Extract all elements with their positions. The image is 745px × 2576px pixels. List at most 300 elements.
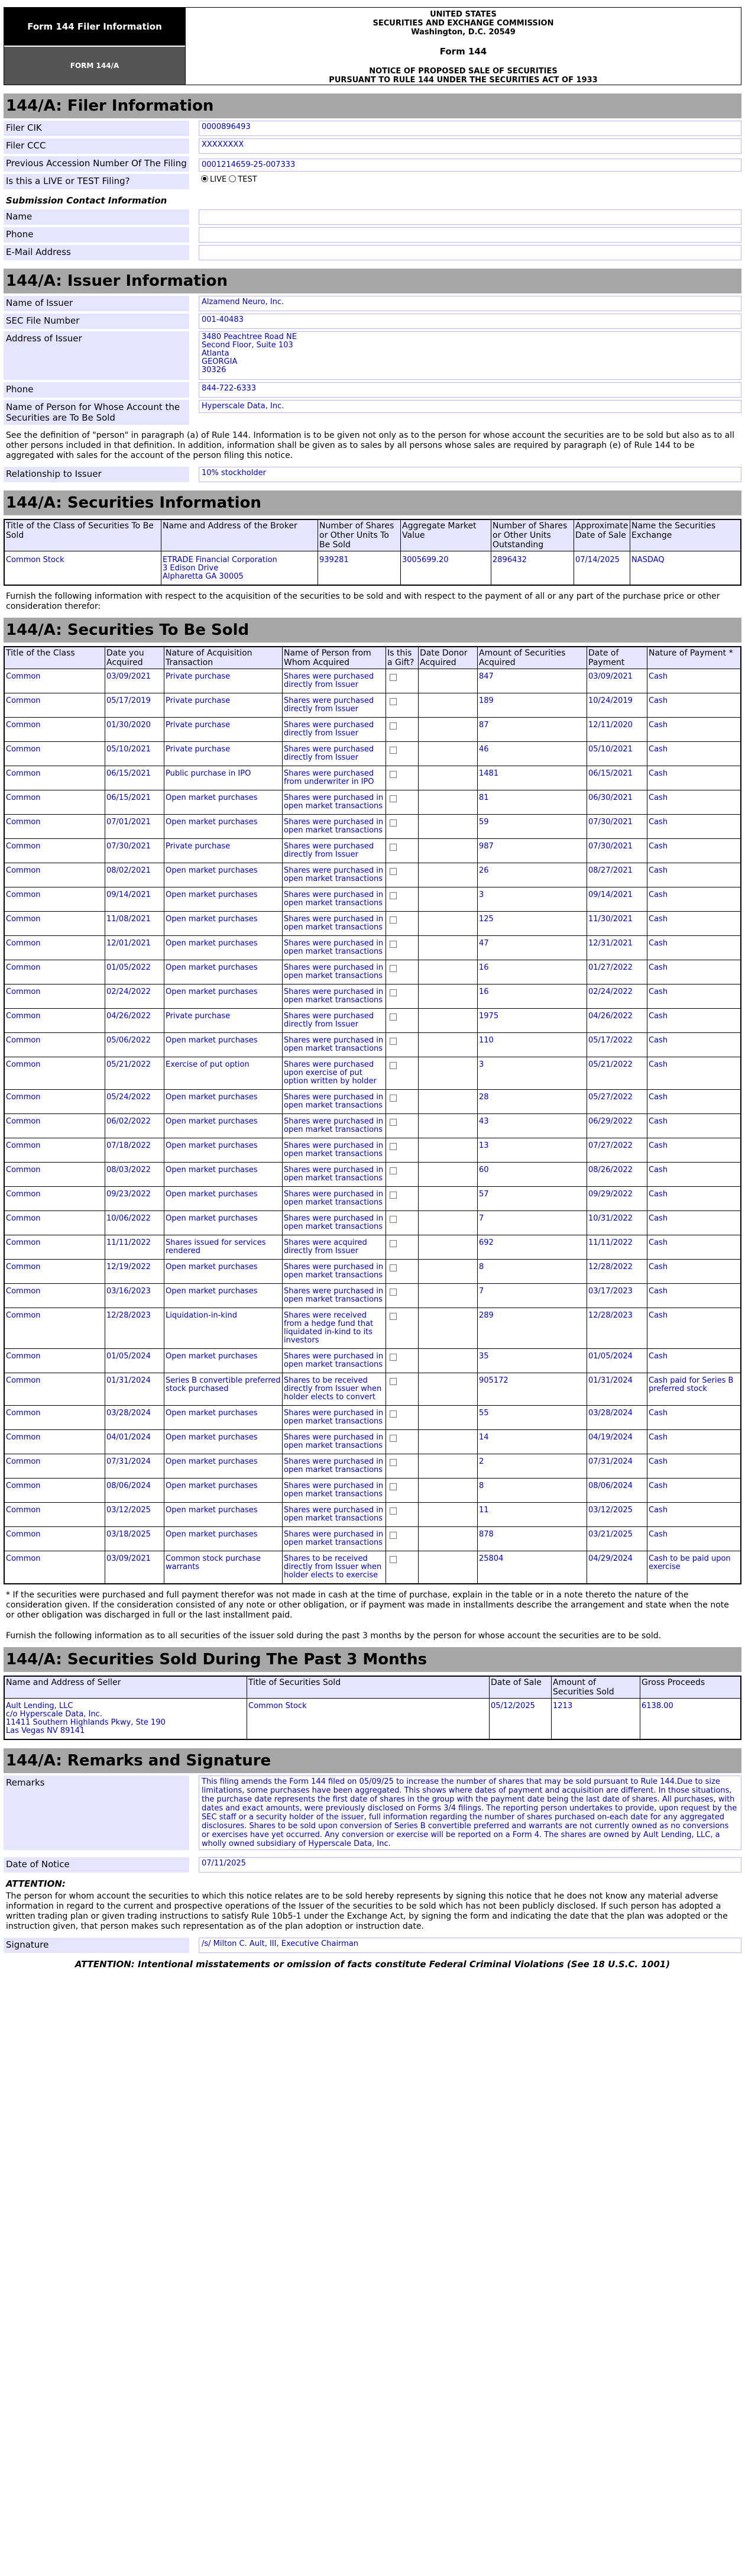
table-cell: Cash xyxy=(647,790,741,815)
gift-checkbox[interactable] xyxy=(390,1216,397,1223)
table-cell: 08/03/2022 xyxy=(105,1163,164,1187)
header-cell: Name the Securities Exchange xyxy=(630,519,741,551)
contact-phone-row xyxy=(4,227,741,243)
table-cell: Common xyxy=(4,1284,105,1308)
gift-cell xyxy=(386,1551,419,1584)
table-cell: 07/30/2021 xyxy=(105,839,164,863)
gift-checkbox[interactable] xyxy=(390,1167,397,1174)
signature-label: Signature xyxy=(4,1938,189,1953)
table-cell: Cash xyxy=(647,1260,741,1284)
table-cell: 289 xyxy=(478,1308,587,1349)
table-cell: 06/29/2022 xyxy=(587,1114,647,1138)
table-cell: Liquidation-in-kind xyxy=(164,1308,283,1349)
table-cell: 05/10/2021 xyxy=(587,742,647,766)
table-cell: 09/14/2021 xyxy=(587,887,647,912)
table-cell: 847 xyxy=(478,669,587,693)
table-cell: 11/11/2022 xyxy=(587,1235,647,1260)
table-cell: 03/16/2023 xyxy=(105,1284,164,1308)
table-cell: 11/11/2022 xyxy=(105,1235,164,1260)
table-row xyxy=(4,984,741,1009)
table-cell: 04/01/2024 xyxy=(105,1430,164,1454)
table-cell: 57 xyxy=(478,1187,587,1211)
person-label: Name of Person for Whose Account the Securities are To Be Sold xyxy=(4,400,189,425)
table-cell: Common xyxy=(4,1163,105,1187)
relationship-field[interactable]: 10% stockholder xyxy=(199,467,741,482)
table-cell: 25804 xyxy=(478,1551,587,1584)
issuer-phone-row xyxy=(4,382,741,398)
table-cell: 02/24/2022 xyxy=(587,984,647,1009)
table-cell: Shares were purchased in open market transactions xyxy=(283,960,386,984)
gift-cell xyxy=(386,887,419,912)
person-field[interactable]: Hyperscale Data, Inc. xyxy=(199,400,741,413)
remarks-label: Remarks xyxy=(4,1776,189,1850)
table-cell: Cash xyxy=(647,912,741,936)
gift-checkbox[interactable] xyxy=(390,1410,397,1418)
table-row xyxy=(4,1551,741,1584)
table-cell: Cash xyxy=(647,815,741,839)
table-cell: 05/21/2022 xyxy=(105,1057,164,1090)
table-row xyxy=(4,1349,741,1373)
donor-date-cell xyxy=(419,742,478,766)
table-row xyxy=(4,1503,741,1527)
gift-checkbox[interactable] xyxy=(390,1095,397,1102)
form-number: Form 144 xyxy=(439,46,487,57)
table-cell: 07/01/2021 xyxy=(105,815,164,839)
donor-date-cell xyxy=(419,1114,478,1138)
gift-cell xyxy=(386,1454,419,1479)
table-cell: Shares were purchased in open market transactions xyxy=(283,1406,386,1430)
gift-checkbox[interactable] xyxy=(390,941,397,948)
gift-checkbox[interactable] xyxy=(390,1192,397,1199)
gift-checkbox[interactable] xyxy=(390,1289,397,1296)
table-cell: Open market purchases xyxy=(164,912,283,936)
table-cell: Common Stock xyxy=(247,1699,490,1740)
table-cell: Common xyxy=(4,1260,105,1284)
gift-checkbox[interactable] xyxy=(390,771,397,778)
header-left xyxy=(4,8,186,85)
table-cell: Common xyxy=(4,1009,105,1033)
contact-phone-label: Phone xyxy=(4,227,189,243)
donor-date-cell xyxy=(419,1454,478,1479)
table-cell: Common xyxy=(4,1235,105,1260)
donor-date-cell xyxy=(419,936,478,960)
table-cell: Shares were purchased in open market transactions xyxy=(283,863,386,887)
table-cell: Cash xyxy=(647,1114,741,1138)
table-row xyxy=(4,1033,741,1057)
gift-checkbox[interactable] xyxy=(390,965,397,972)
table-cell: Cash xyxy=(647,1479,741,1503)
gift-cell xyxy=(386,742,419,766)
table-cell: Open market purchases xyxy=(164,1454,283,1479)
table-cell: Common xyxy=(4,984,105,1009)
gift-checkbox[interactable] xyxy=(390,844,397,851)
table-cell: Common xyxy=(4,742,105,766)
form-header xyxy=(4,7,741,85)
table-row xyxy=(4,1260,741,1284)
table-cell: 12/28/2023 xyxy=(587,1308,647,1349)
gift-checkbox[interactable] xyxy=(390,1354,397,1361)
table-cell: 07/30/2021 xyxy=(587,839,647,863)
donor-date-cell xyxy=(419,1235,478,1260)
table-cell: 55 xyxy=(478,1406,587,1430)
table-cell: Common xyxy=(4,1138,105,1163)
table-cell: 06/15/2021 xyxy=(587,766,647,790)
contact-email-field[interactable] xyxy=(199,245,741,260)
header-cell: Nature of Payment * xyxy=(647,647,741,669)
header-cell: Name of Person from Whom Acquired xyxy=(283,647,386,669)
to-be-sold-section-title: 144/A: Securities To Be Sold xyxy=(4,618,741,643)
table-cell: 04/26/2022 xyxy=(587,1009,647,1033)
to-be-sold-table xyxy=(4,646,741,1584)
table-cell: 03/28/2024 xyxy=(105,1406,164,1430)
table-cell: 01/05/2024 xyxy=(587,1349,647,1373)
table-cell: 06/15/2021 xyxy=(105,790,164,815)
table-cell: 03/28/2024 xyxy=(587,1406,647,1430)
contact-phone-field[interactable] xyxy=(199,227,741,243)
donor-date-cell xyxy=(419,1187,478,1211)
table-cell: Cash xyxy=(647,1454,741,1479)
notice-date-field[interactable]: 07/11/2025 xyxy=(199,1857,741,1873)
table-cell: 08/26/2022 xyxy=(587,1163,647,1187)
table-cell: Cash xyxy=(647,1090,741,1114)
header-cell: Name and Address of Seller xyxy=(4,1676,247,1699)
remarks-field[interactable]: This filing amends the Form 144 filed on 05/09/25 to increase the number of shares that may be sold pursuant to Rule 144.Due to size limitations, some purchases have been aggregated. This shows where dates of payment and acquisition are different. In those situations, the purchase date represents the first date of shares in the group with the payment date being the last date of shares. All purchases, with dates and exact amounts, were previously disclosed on Forms 3/4 filings. The reporting person undertakes to provide, upon request by the SEC staff or a security holder of the issuer, full information regarding the number of shares purchased on-each date for any aggregated disclosures. Shares to be sold upon conversion of Series B convertible preferred and warrants are not currently owned as no conversions or exercises have yet occurred. Any conversion or exercise will be reported on a Form 4. The shares are owned by Ault Lending, LLC, a wholly owned subsidiary of Hyperscale Data, Inc. xyxy=(199,1776,741,1850)
table-cell: Common xyxy=(4,1187,105,1211)
table-row xyxy=(4,1308,741,1349)
gift-checkbox[interactable] xyxy=(390,916,397,924)
gift-checkbox[interactable] xyxy=(390,1119,397,1126)
table-cell: 2 xyxy=(478,1454,587,1479)
table-cell: Common xyxy=(4,887,105,912)
table-cell: Open market purchases xyxy=(164,1284,283,1308)
table-cell: Open market purchases xyxy=(164,1479,283,1503)
table-cell: Private purchase xyxy=(164,742,283,766)
gift-checkbox[interactable] xyxy=(390,819,397,827)
table-cell: Common xyxy=(4,912,105,936)
table-cell: Open market purchases xyxy=(164,984,283,1009)
remarks-section-title: 144/A: Remarks and Signature xyxy=(4,1748,741,1773)
gift-checkbox[interactable] xyxy=(390,868,397,875)
donor-date-cell xyxy=(419,1284,478,1308)
table-cell: Cash xyxy=(647,1527,741,1551)
table-cell: 12/28/2022 xyxy=(587,1260,647,1284)
gift-checkbox[interactable] xyxy=(390,1313,397,1320)
table-cell: 3 xyxy=(478,1057,587,1090)
table-cell: Shares were purchased in open market transactions xyxy=(283,1090,386,1114)
past-sales-note: Furnish the following information as to all securities of the issuer sold during the past 3 months by the person for whose account the securities are to be sold. xyxy=(6,1631,662,1641)
live-radio[interactable] xyxy=(201,175,208,182)
table-cell: 125 xyxy=(478,912,587,936)
table-cell: Shares were purchased in open market transactions xyxy=(283,1260,386,1284)
gift-cell xyxy=(386,839,419,863)
table-cell: 10/31/2022 xyxy=(587,1211,647,1235)
gift-checkbox[interactable] xyxy=(390,1378,397,1385)
table-cell: Cash xyxy=(647,1138,741,1163)
gift-cell xyxy=(386,1163,419,1187)
table-cell: Shares were purchased upon exercise of put option written by holder xyxy=(283,1057,386,1090)
gift-checkbox[interactable] xyxy=(390,1264,397,1271)
donor-date-cell xyxy=(419,960,478,984)
table-cell: 01/30/2020 xyxy=(105,718,164,742)
header-cell: Number of Shares or Other Units To Be Sold xyxy=(318,519,401,551)
table-cell: Cash xyxy=(647,766,741,790)
table-cell: Common xyxy=(4,1057,105,1090)
table-cell: Open market purchases xyxy=(164,863,283,887)
gift-checkbox[interactable] xyxy=(390,698,397,705)
agency-line-3: Washington, D.C. 20549 xyxy=(411,28,516,37)
table-cell: 12/19/2022 xyxy=(105,1260,164,1284)
live-test-row xyxy=(4,174,741,189)
agency-line-2: SECURITIES AND EXCHANGE COMMISSION xyxy=(372,19,554,28)
table-cell: 08/02/2021 xyxy=(105,863,164,887)
donor-date-cell xyxy=(419,1308,478,1349)
table-cell: 03/21/2025 xyxy=(587,1527,647,1551)
table-cell: Shares were purchased in open market transactions xyxy=(283,912,386,936)
table-row xyxy=(4,1009,741,1033)
table-cell: Common xyxy=(4,815,105,839)
donor-date-cell xyxy=(419,766,478,790)
table-cell: Shares to be received directly from Issuer when holder elects to exercise xyxy=(283,1551,386,1584)
issuer-address-label: Address of Issuer xyxy=(4,331,189,380)
table-cell: Open market purchases xyxy=(164,1033,283,1057)
donor-date-cell xyxy=(419,1260,478,1284)
table-cell: 878 xyxy=(478,1527,587,1551)
gift-checkbox[interactable] xyxy=(390,1143,397,1150)
filer-information-tab[interactable]: Form 144 Filer Information xyxy=(4,8,185,47)
table-cell: Common xyxy=(4,669,105,693)
acquisition-note: Furnish the following information with respect to the acquisition of the securities to be sold and with respect to the payment of all or any part of the purchase price or other consideration therefor: xyxy=(6,592,720,611)
header-cell: Gross Proceeds xyxy=(640,1676,741,1699)
table-row xyxy=(4,936,741,960)
gift-cell xyxy=(386,790,419,815)
gift-checkbox[interactable] xyxy=(390,1556,397,1563)
header-cell: Amount of Securities Acquired xyxy=(478,647,587,669)
table-cell: 07/27/2022 xyxy=(587,1138,647,1163)
table-row xyxy=(4,1373,741,1406)
gift-cell xyxy=(386,1406,419,1430)
table-cell: 59 xyxy=(478,815,587,839)
table-cell: Cash xyxy=(647,742,741,766)
table-cell: 07/18/2022 xyxy=(105,1138,164,1163)
gift-cell xyxy=(386,766,419,790)
agency-line-1: UNITED STATES xyxy=(430,10,497,19)
table-cell: Common xyxy=(4,693,105,718)
table-cell: Shares were purchased in open market transactions xyxy=(283,1033,386,1057)
table-row xyxy=(4,1527,741,1551)
sec-file-label: SEC File Number xyxy=(4,314,189,329)
contact-name-field[interactable] xyxy=(199,209,741,225)
table-cell: Common xyxy=(4,718,105,742)
gift-cell xyxy=(386,1090,419,1114)
table-cell: 46 xyxy=(478,742,587,766)
gift-checkbox[interactable] xyxy=(390,1038,397,1045)
table-cell: Cash xyxy=(647,1503,741,1527)
gift-cell xyxy=(386,1308,419,1349)
donor-date-cell xyxy=(419,1211,478,1235)
header-cell: Date of Sale xyxy=(490,1676,552,1699)
table-cell: Shares were purchased in open market transactions xyxy=(283,1284,386,1308)
issuer-name-row xyxy=(4,296,741,311)
gift-cell xyxy=(386,1057,419,1090)
table-cell: Shares were purchased directly from Issuer xyxy=(283,693,386,718)
table-cell: Shares were purchased in open market transactions xyxy=(283,1187,386,1211)
live-test-options xyxy=(199,174,741,189)
table-cell: 16 xyxy=(478,984,587,1009)
donor-date-cell xyxy=(419,1033,478,1057)
table-cell: Cash xyxy=(647,1349,741,1373)
payment-footnote: * If the securities were purchased and full payment therefor was not made in cash at the time of purchase, explain in the table or in a note thereto the nature of the consideration given. If the consideration consisted of any note or other obligation, or if payment was made in installments describe the arrangement and state when the note or other obligation was discharged in full or the last installment paid. xyxy=(6,1590,729,1620)
table-cell: Shares issued for services rendered xyxy=(164,1235,283,1260)
table-row xyxy=(4,815,741,839)
table-row xyxy=(4,693,741,718)
table-cell: Shares were purchased in open market transactions xyxy=(283,1527,386,1551)
table-cell: 11/30/2021 xyxy=(587,912,647,936)
header-cell: Aggregate Market Value xyxy=(401,519,491,551)
gift-checkbox[interactable] xyxy=(390,795,397,802)
gift-checkbox[interactable] xyxy=(390,722,397,729)
gift-cell xyxy=(386,693,419,718)
table-cell: Common xyxy=(4,1308,105,1349)
notice-date-row xyxy=(4,1857,741,1873)
table-row xyxy=(4,1057,741,1090)
gift-checkbox[interactable] xyxy=(390,892,397,899)
table-cell: 10/24/2019 xyxy=(587,693,647,718)
gift-checkbox[interactable] xyxy=(390,747,397,754)
table-cell: 3005699.20 xyxy=(401,551,491,586)
gift-checkbox[interactable] xyxy=(390,1483,397,1490)
gift-checkbox[interactable] xyxy=(390,1532,397,1539)
header-cell: Date of Payment xyxy=(587,647,647,669)
previous-accession-field[interactable]: 0001214659-25-007333 xyxy=(199,159,741,172)
signature-row xyxy=(4,1938,741,1953)
gift-checkbox[interactable] xyxy=(390,674,397,681)
signature-field[interactable]: /s/ Milton C. Ault, III, Executive Chairman xyxy=(199,1938,741,1953)
notice-date-label: Date of Notice xyxy=(4,1857,189,1873)
notice-line-2: PURSUANT TO RULE 144 UNDER THE SECURITIES ACT OF 1933 xyxy=(329,76,598,85)
table-cell: 09/14/2021 xyxy=(105,887,164,912)
table-cell: Shares were purchased in open market transactions xyxy=(283,1211,386,1235)
header-cell: Number of Shares or Other Units Outstanding xyxy=(491,519,574,551)
table-cell: 04/19/2024 xyxy=(587,1430,647,1454)
donor-date-cell xyxy=(419,790,478,815)
table-cell: 05/21/2022 xyxy=(587,1057,647,1090)
table-cell: 12/01/2021 xyxy=(105,936,164,960)
gift-cell xyxy=(386,1284,419,1308)
table-row xyxy=(4,551,741,586)
table-row xyxy=(4,912,741,936)
gift-cell xyxy=(386,912,419,936)
table-row xyxy=(4,718,741,742)
remarks-row xyxy=(4,1776,741,1850)
table-cell: Common xyxy=(4,1211,105,1235)
table-cell: 692 xyxy=(478,1235,587,1260)
table-row xyxy=(4,1114,741,1138)
table-cell: 189 xyxy=(478,693,587,718)
gift-cell xyxy=(386,1009,419,1033)
table-cell: Shares were purchased from underwriter in IPO xyxy=(283,766,386,790)
table-cell: 43 xyxy=(478,1114,587,1138)
filer-ccc-field[interactable]: XXXXXXXX xyxy=(199,138,741,154)
previous-accession-row xyxy=(4,156,741,172)
gift-checkbox[interactable] xyxy=(390,1507,397,1515)
live-label: LIVE xyxy=(210,175,227,184)
gift-cell xyxy=(386,1211,419,1235)
gift-cell xyxy=(386,815,419,839)
gift-cell xyxy=(386,718,419,742)
table-cell: 01/31/2024 xyxy=(587,1373,647,1406)
table-cell: Cash xyxy=(647,1057,741,1090)
to-be-sold-body xyxy=(4,669,741,1584)
table-cell: Shares were purchased in open market transactions xyxy=(283,936,386,960)
table-cell: 05/24/2022 xyxy=(105,1090,164,1114)
sec-file-field[interactable]: 001-40483 xyxy=(199,314,741,329)
table-cell: Open market purchases xyxy=(164,1527,283,1551)
donor-date-cell xyxy=(419,1406,478,1430)
table-cell: Common stock purchase warrants xyxy=(164,1551,283,1584)
table-cell: 14 xyxy=(478,1430,587,1454)
person-definition-text: See the definition of "person" in paragraph (a) of Rule 144. Information is to be given not only as to the person for whose account the securities are to be sold but also as to all other persons included in that definition. In addition, information shall be given as to sales by all persons whose sales are required by paragraph (e) of Rule 144 to be aggregated with sales for the account of the person filing this notice. xyxy=(6,431,734,460)
table-cell: 07/30/2021 xyxy=(587,815,647,839)
table-cell: Public purchase in IPO xyxy=(164,766,283,790)
table-cell: Ault Lending, LLC c/o Hyperscale Data, Inc. 11411 Southern Highlands Pkwy, Ste 190 Las Vegas NV 89141 xyxy=(4,1699,247,1740)
donor-date-cell xyxy=(419,1479,478,1503)
issuer-name-field[interactable]: Alzamend Neuro, Inc. xyxy=(199,296,741,311)
donor-date-cell xyxy=(419,1430,478,1454)
filer-cik-field[interactable]: 0000896493 xyxy=(199,121,741,136)
table-cell: Open market purchases xyxy=(164,1138,283,1163)
gift-checkbox[interactable] xyxy=(390,1062,397,1069)
gift-cell xyxy=(386,1114,419,1138)
table-cell: Common xyxy=(4,1373,105,1406)
table-cell: 03/09/2021 xyxy=(587,669,647,693)
table-cell: 110 xyxy=(478,1033,587,1057)
gift-checkbox[interactable] xyxy=(390,1435,397,1442)
table-cell: Private purchase xyxy=(164,669,283,693)
gift-cell xyxy=(386,1260,419,1284)
table-cell: Common xyxy=(4,1479,105,1503)
gift-checkbox[interactable] xyxy=(390,1459,397,1466)
issuer-phone-field[interactable]: 844-722-6333 xyxy=(199,382,741,398)
table-cell: 47 xyxy=(478,936,587,960)
donor-date-cell xyxy=(419,693,478,718)
table-cell: Shares were purchased in open market transactions xyxy=(283,1479,386,1503)
donor-date-cell xyxy=(419,1373,478,1406)
gift-checkbox[interactable] xyxy=(390,989,397,996)
table-cell: 04/26/2022 xyxy=(105,1009,164,1033)
contact-name-row xyxy=(4,209,741,225)
table-cell: 03/17/2023 xyxy=(587,1284,647,1308)
test-radio[interactable] xyxy=(229,175,236,182)
table-cell: 12/31/2021 xyxy=(587,936,647,960)
gift-checkbox[interactable] xyxy=(390,1240,397,1247)
gift-cell xyxy=(386,1479,419,1503)
header-cell: Amount of Securities Sold xyxy=(552,1676,640,1699)
gift-checkbox[interactable] xyxy=(390,1013,397,1021)
table-cell: 60 xyxy=(478,1163,587,1187)
form-type-tab[interactable]: FORM 144/A xyxy=(4,47,185,85)
table-cell: 06/15/2021 xyxy=(105,766,164,790)
table-cell: Open market purchases xyxy=(164,1211,283,1235)
person-row xyxy=(4,400,741,425)
issuer-address-field[interactable]: 3480 Peachtree Road NE Second Floor, Suite 103 Atlanta GEORGIA 30326 xyxy=(199,331,741,380)
table-cell: 1975 xyxy=(478,1009,587,1033)
table-cell: Common xyxy=(4,1406,105,1430)
table-cell: 03/09/2021 xyxy=(105,669,164,693)
gift-cell xyxy=(386,1187,419,1211)
table-cell: 01/27/2022 xyxy=(587,960,647,984)
table-cell: Shares were purchased directly from Issuer xyxy=(283,669,386,693)
table-row xyxy=(4,1454,741,1479)
